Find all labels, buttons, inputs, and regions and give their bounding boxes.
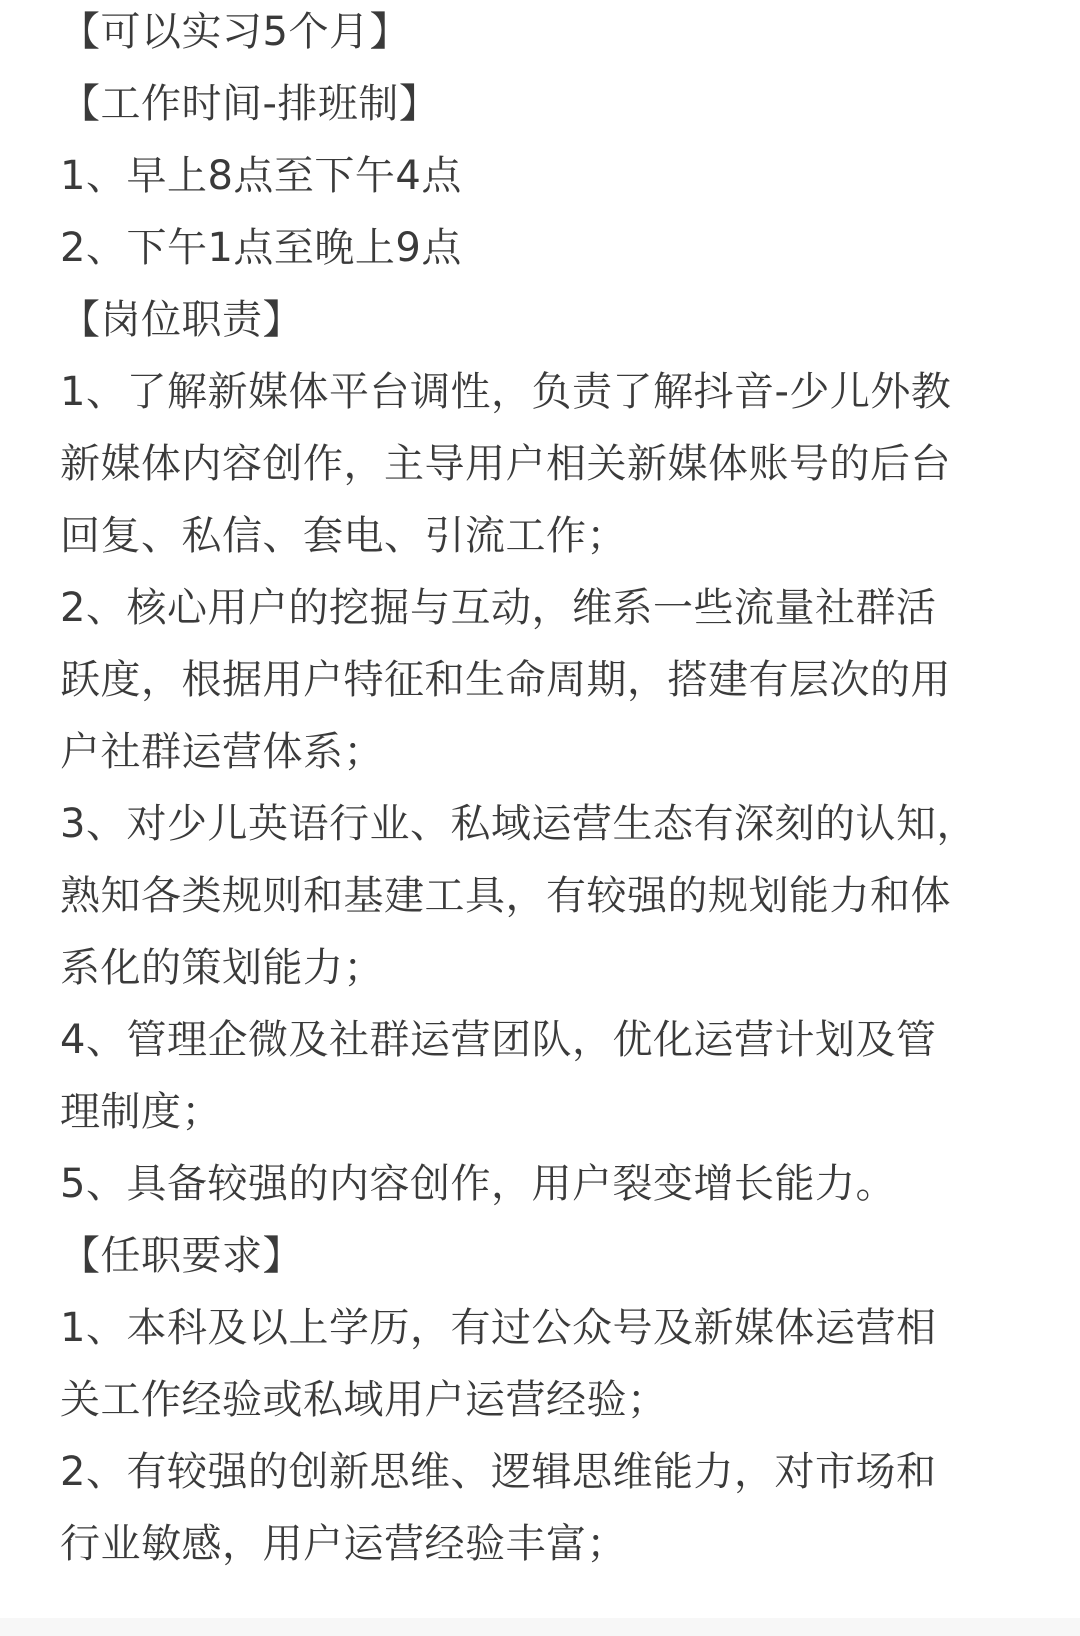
heading-requirements: 【任职要求】 bbox=[60, 1233, 303, 1279]
heading-responsibilities: 【岗位职责】 bbox=[60, 297, 303, 343]
responsibility-3-line-3: 系化的策划能力； bbox=[60, 945, 384, 991]
responsibility-3-line-2: 熟知各类规则和基建工具，有较强的规划能力和体 bbox=[60, 873, 951, 919]
schedule-item-1: 1、早上8点至下午4点 bbox=[60, 153, 462, 199]
responsibility-1-line-2: 新媒体内容创作，主导用户相关新媒体账号的后台 bbox=[60, 441, 951, 487]
responsibility-1-line-1: 1、了解新媒体平台调性，负责了解抖音-少儿外教 bbox=[60, 369, 952, 415]
requirement-1-line-1: 1、本科及以上学历，有过公众号及新媒体运营相 bbox=[60, 1305, 937, 1351]
responsibility-2-line-3: 户社群运营体系； bbox=[60, 729, 384, 775]
bottom-divider-strip bbox=[0, 1618, 1080, 1636]
responsibility-2-line-2: 跃度，根据用户特征和生命周期，搭建有层次的用 bbox=[60, 657, 951, 703]
responsibility-2-line-1: 2、核心用户的挖掘与互动，维系一些流量社群活 bbox=[60, 585, 937, 631]
responsibility-3-line-1: 3、对少儿英语行业、私域运营生态有深刻的认知， bbox=[60, 801, 977, 847]
responsibility-5: 5、具备较强的内容创作，用户裂变增长能力。 bbox=[60, 1161, 896, 1207]
requirement-1-line-2: 关工作经验或私域用户运营经验； bbox=[60, 1377, 668, 1423]
schedule-item-2: 2、下午1点至晚上9点 bbox=[60, 225, 462, 271]
requirement-2-line-2: 行业敏感，用户运营经验丰富； bbox=[60, 1521, 627, 1567]
requirement-2-line-1: 2、有较强的创新思维、逻辑思维能力，对市场和 bbox=[60, 1449, 937, 1495]
responsibility-4-line-1: 4、管理企微及社群运营团队，优化运营计划及管 bbox=[60, 1017, 937, 1063]
responsibility-1-line-3: 回复、私信、套电、引流工作； bbox=[60, 513, 627, 559]
heading-work-schedule: 【工作时间-排班制】 bbox=[60, 81, 440, 127]
responsibility-4-line-2: 理制度； bbox=[60, 1089, 222, 1135]
heading-internship-duration: 【可以实习5个月】 bbox=[60, 9, 410, 55]
